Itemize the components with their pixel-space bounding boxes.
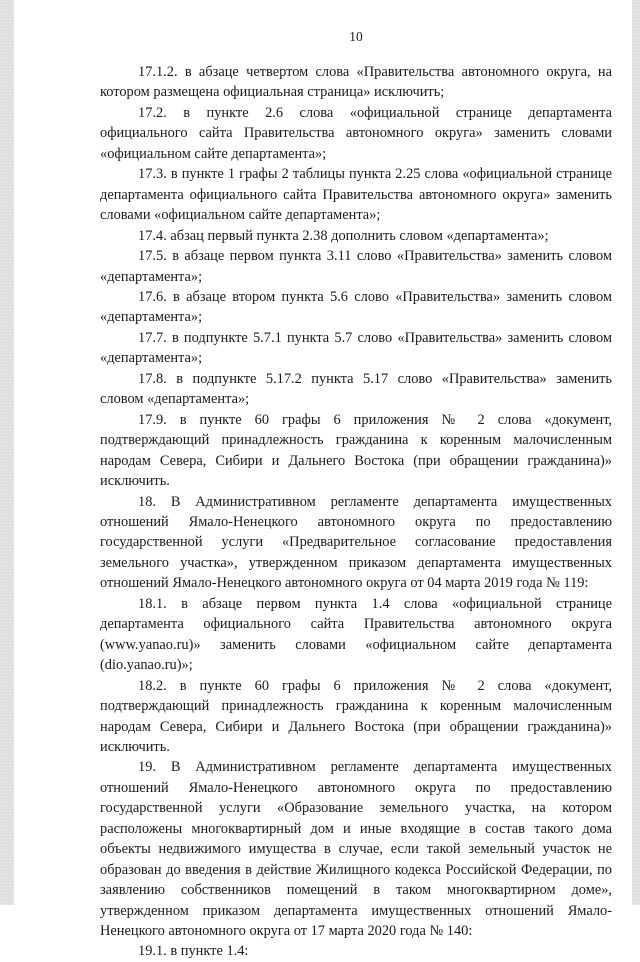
scan-right-edge (632, 0, 640, 905)
scan-left-edge (0, 0, 14, 905)
paragraph-19: 19. В Административном регламенте департамента имущественных отношений Ямало-Ненецкого автономного округа по предоставлению государственной услуги «Образование земельного участка, на котором расположены многоквартирный дом и иные входящие в состав такого дома объекты недвижимого имущества в случае, если такой земельный участок не образован до введения в действие Жилищного кодекса Российской Федерации, по заявлению собственников помещений в таком многоквартирном доме», утвержденном приказом департамента имущественных отношений Ямало-Ненецкого автономного округа от 17 марта 2020 года № 140: (100, 759, 612, 940)
paragraph-18: 18. В Административном регламенте департамента имущественных отношений Ямало-Ненецкого автономного округа по предоставлению государственной услуги «Предварительное согласование предоставления земельного участка», утвержденном приказом департамента имущественных отношений Ямало-Ненецкого автономного округа от 04 марта 2019 года № 119: (100, 493, 612, 592)
document-page (100, 27, 612, 962)
paragraph-19-1: 19.1. в пункте 1.4: (138, 943, 249, 960)
page-number: 10 (349, 29, 363, 44)
paragraph-17-5: 17.5. в абзаце первом пункта 3.11 слово «Правительства» заменить словом «департамента»; (100, 248, 612, 285)
paragraph-18-2: 18.2. в пункте 60 графы 6 приложения № 2 слова «документ, подтверждающий принадлежность гражданина к коренным малочисленным народам Севера, Сибири и Дальнего Востока (при обращении гражданина)» исключить. (100, 677, 612, 755)
paragraph-17-4: 17.4. абзац первый пункта 2.38 дополнить словом «департамента»; (138, 227, 549, 244)
paragraph-17-2: 17.2. в пункте 2.6 слова «официальной странице департамента официального сайта Правительства автономного округа» заменить словами «официальном сайте департамента»; (100, 104, 612, 162)
paragraph-17-3: 17.3. в пункте 1 графы 2 таблицы пункта 2.25 слова «официальной странице департамента официального сайта Правительства автономного округа» заменить словами «официальном сайте департамента»; (100, 166, 612, 224)
paragraph-17-7: 17.7. в подпункте 5.7.1 пункта 5.7 слово «Правительства» заменить словом «департамента»; (100, 329, 612, 367)
paragraph-17-9: 17.9. в пункте 60 графы 6 приложения № 2 слова «документ, подтверждающий принадлежность гражданина к коренным малочисленным народам Севера, Сибири и Дальнего Востока (при обращении гражданина)» исключить. (100, 411, 612, 490)
paragraph-17-6: 17.6. в абзаце втором пункта 5.6 слово «Правительства» заменить словом «департамента»; (100, 288, 612, 326)
paragraph-18-1: 18.1. в абзаце первом пункта 1.4 слова «официальной странице департамента официального сайта Правительства автономного округа (www.yanao.ru)» заменить словами «официальном сайте департамента (dio.yanao.ru)»; (100, 595, 612, 674)
paragraph-17-1-2: 17.1.2. в абзаце четвертом слова «Правительства автономного округа, на котором размещена официальная страница» исключить; (100, 64, 612, 101)
paragraph-17-8: 17.8. в подпункте 5.17.2 пункта 5.17 слово «Правительства» заменить словом «департамента»; (100, 370, 612, 408)
